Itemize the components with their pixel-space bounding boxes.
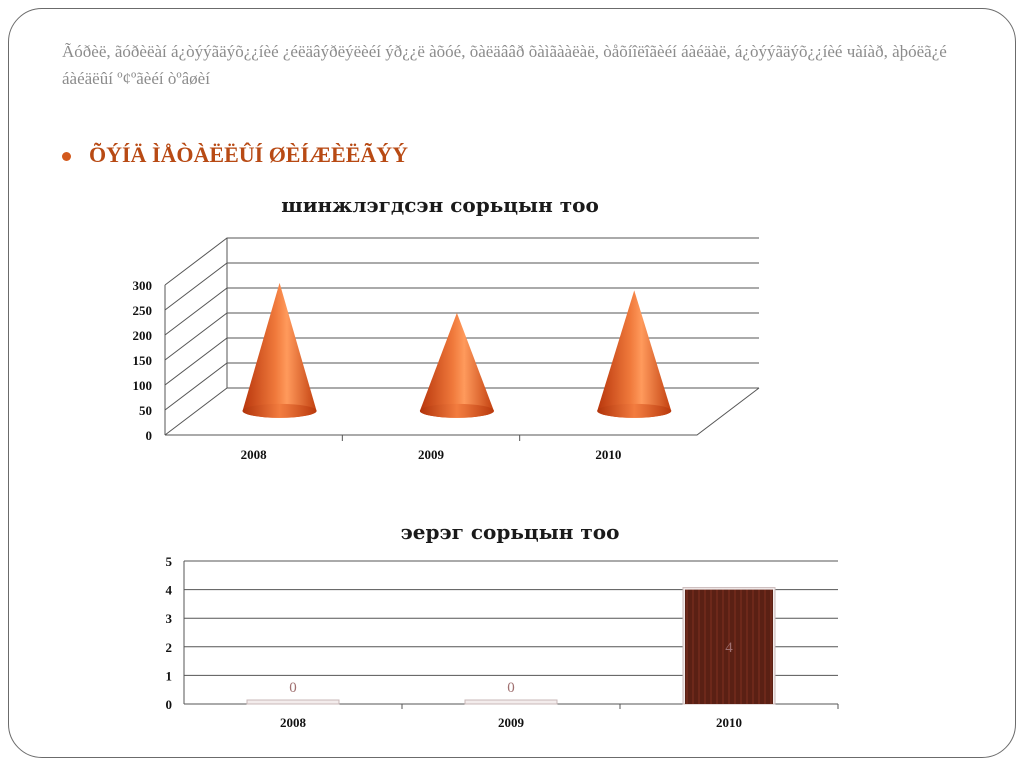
y-tick-label: 1 bbox=[165, 668, 172, 684]
x-tick-label: 2009 bbox=[498, 715, 524, 730]
x-tick-label: 2009 bbox=[418, 447, 444, 462]
x-tick-label: 2008 bbox=[280, 715, 306, 730]
y-tick-label: 300 bbox=[132, 278, 152, 293]
data-label: 4 bbox=[725, 639, 733, 656]
y-tick-label: 2 bbox=[165, 639, 172, 655]
chart1-title: шинжлэгдсэн сорьцын тоо bbox=[281, 193, 599, 217]
x-tick-label: 2010 bbox=[595, 447, 622, 462]
y-tick-label: 0 bbox=[165, 697, 172, 712]
y-tick-label: 50 bbox=[139, 403, 152, 418]
y-tick-label: 250 bbox=[132, 303, 152, 318]
data-label: 0 bbox=[507, 680, 515, 696]
y-tick-label: 100 bbox=[132, 378, 152, 393]
y-tick-label: 4 bbox=[165, 582, 172, 598]
y-tick-label: 0 bbox=[145, 428, 152, 443]
y-tick-label: 3 bbox=[165, 611, 172, 627]
y-tick-label: 150 bbox=[132, 353, 152, 368]
y-tick-label: 200 bbox=[132, 328, 152, 343]
slide-heading: Ãóðèë, ãóðèëàí á¿òýýãäýõ¿¿íèé ¿éëäâýðëýëèéí ýð¿¿ë àõóé, õàëäââð õàìãààëàë, òåõíîëîãèéí áàéäàë, á¿òýýãäýõ¿¿íèé чàíàð, àþóëã¿é áàéäëûí º¢ºãèéí òºâøèí bbox=[62, 42, 947, 88]
bar-frame bbox=[247, 700, 339, 704]
x-tick-label: 2010 bbox=[716, 715, 742, 730]
chart2-title: эерэг сорьцын тоо bbox=[400, 520, 620, 544]
bar-frame bbox=[465, 700, 557, 704]
y-tick-label: 5 bbox=[165, 554, 172, 569]
bullet-text: ÕÝÍÄ ÌÅÒÀËËÛÍ ØÈÍÆÈËÃÝÝ bbox=[89, 142, 409, 167]
x-tick-label: 2008 bbox=[240, 447, 267, 462]
data-label: 0 bbox=[289, 680, 297, 696]
